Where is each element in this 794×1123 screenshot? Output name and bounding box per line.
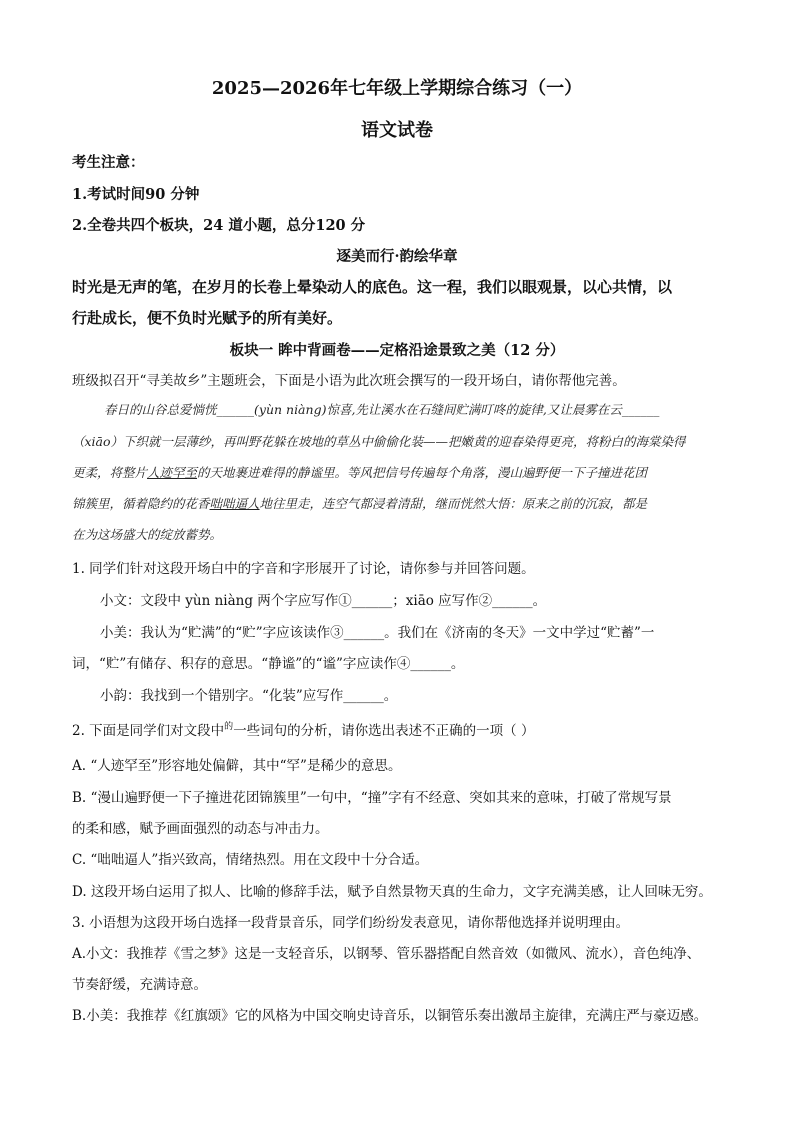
passage-line-3-end: 的天地裹进难得的静谧里。等风把信号传遍每个角落，漫山遍野便一下子撞进花团 [197, 465, 648, 480]
section1-intro: 班级拟召开“寻美故乡”主题班会，下面是小语为此次班会撰写的一段开场白，请你帮他完善。 [72, 373, 626, 389]
question-1-xiaoyun: 小韵：我找到一个错别字。“化装”应写作______。 [100, 688, 398, 704]
passage-line-4 [72, 494, 647, 512]
theme-line-1: 时光是无声的笔，在岁月的长卷上晕染动人的底色。这一程，我们以眼观景，以心共情，以 [72, 278, 673, 296]
question-1-xiaowen: 小文：文段中 yùn niàng 两个字应写作①______；xiāo 应写作②______。 [100, 593, 547, 609]
passage-line-4-start: 锦簇里，循着隐约的花香 [72, 496, 210, 511]
question-1-xiaomei-1: 小美：我认为“贮满”的“贮”字应该读作③______。我们在《济南的冬天》一文中学过“贮蓄”一 [100, 625, 655, 641]
question-2-option-b-2: 的柔和感，赋予画面强烈的动态与冲击力。 [72, 821, 329, 837]
question-1-xiaomei-2: 词，“贮”有储存、积存的意思。“静谧”的“谧”字应读作④______。 [72, 656, 465, 672]
question-2-option-c: C. “咄咄逼人”指兴致高，情绪热烈。用在文段中十分合适。 [72, 852, 429, 868]
passage-line-3 [72, 463, 647, 481]
notice-item-1: 1.考试时间90 分钟 [72, 186, 200, 203]
section1-heading: 板块一 眸中背画卷——定格沿途景致之美（12 分） [229, 342, 565, 359]
passage-line-3-start: 更柔，将整片 [72, 465, 148, 480]
question-2-stem [72, 719, 534, 739]
exam-subtitle: 语文试卷 [361, 120, 433, 141]
exam-title: 2025—2026年七年级上学期综合练习（一） [211, 78, 583, 99]
question-2-stem-end: 一些词句的分析，请你选出表述不正确的一项（ ） [233, 723, 535, 739]
question-2-stem-start: 2. 下面是同学们对文段中 [72, 723, 225, 739]
question-3-option-a-2: 节奏舒缓，充满诗意。 [72, 977, 207, 993]
question-2-option-a: A. “人迹罕至”形容地处偏僻，其中“罕”是稀少的意思。 [72, 758, 402, 774]
question-2-option-b-1: B. “漫山遍野便一下子撞进花团锦簇里”一句中，“撞”字有不经意、突如其来的意味，打破了常规写景 [72, 790, 672, 806]
notice-item-2: 2.全卷共四个板块，24 道小题，总分120 分 [72, 217, 366, 234]
underlined-phrase-duoduobiren: 咄咄逼人 [209, 496, 260, 511]
passage-line-4-end: 地往里走，连空气都浸着清甜，继而恍然大悟：原来之前的沉寂，都是 [259, 496, 648, 511]
passage-line-1: 春日的山谷总爱惝恍______(yùn niàng)惊喜,先让溪水在石缝间贮满叮咚的旋律,又让晨雾在云______ [104, 402, 660, 417]
theme-heading: 逐美而行·韵绘华章 [336, 248, 458, 265]
question-3-option-a-1: A.小文：我推荐《雪之梦》这是一支轻音乐，以钢琴、管乐器搭配自然音效（如微风、流水），音色纯净、 [72, 946, 701, 962]
question-1-stem: 1. 同学们针对这段开场白中的字音和字形展开了讨论，请你参与并回答问题。 [72, 561, 535, 577]
underlined-phrase-renjihanzhi: 人迹罕至 [147, 465, 198, 480]
passage-line-2: （xiāo）下织就一层薄纱，再叫野花躲在坡地的草丛中偷偷化装——把嫩黄的迎春染得更亮，将粉白的海棠染得 [72, 434, 686, 449]
question-3-option-b: B.小美：我推荐《红旗颂》它的风格为中国交响史诗音乐，以铜管乐奏出激昂主旋律，充满庄严与豪迈感。 [72, 1008, 708, 1024]
theme-line-2: 行赴成长，便不负时光赋予的所有美好。 [72, 309, 343, 327]
passage-line-5: 在为这场盛大的绽放蓄势。 [72, 527, 223, 542]
notice-heading: 考生注意： [72, 154, 145, 171]
question-3-stem: 3. 小语想为这段开场白选择一段背景音乐，同学们纷纷发表意见，请你帮他选择并说明理由。 [72, 915, 630, 931]
question-2-option-d: D. 这段开场白运用了拟人、比喻的修辞手法，赋予自然景物天真的生命力，文字充满美感，让人回味无穷。 [72, 884, 712, 900]
question-2-stray-char: 的 [224, 722, 234, 732]
